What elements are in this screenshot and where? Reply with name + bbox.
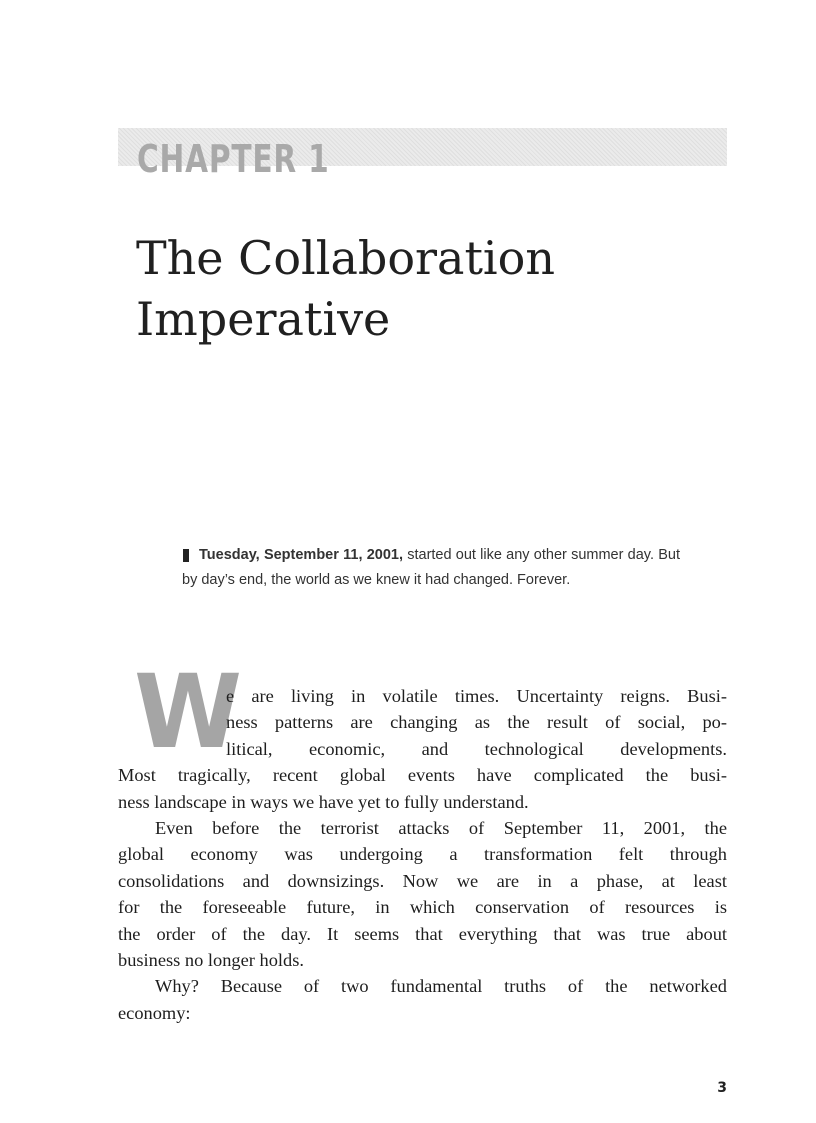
body-line: Most tragically, recent global events have complicated the busi- [118,765,727,786]
body-line: the order of the day. It seems that everything that was true about [118,923,727,944]
body-line: Even before the terrorist attacks of September 11, 2001, the [155,817,727,838]
body-line: litical, economic, and technological developments. [226,738,727,759]
body-line: for the foreseeable future, in which conservation of resources is [118,897,727,918]
chapter-title [136,228,555,350]
body-line: global economy was undergoing a transformation felt through [118,844,727,865]
page-number: 3 [717,1080,727,1096]
chapter-title-line-2: Imperative [136,292,391,346]
epigraph-lead: Tuesday, September 11, 2001, [199,547,403,563]
body-line: ness patterns are changing as the result of social, po- [226,712,727,733]
body-text [118,683,727,1026]
chapter-label: CHAPTER 1 [137,137,330,181]
body-line: economy: [118,1002,191,1023]
body-line: e are living in volatile times. Uncertainty reigns. Busi- [226,686,727,706]
epigraph-bullet-icon [183,549,189,562]
body-line: business no longer holds. [118,949,304,970]
epigraph [182,543,680,593]
epigraph-text: started out like any other summer day. But by day’s end, the world as we knew it had changed. Forever. [182,547,680,588]
drop-cap: W [134,653,243,772]
chapter-title-line-1: The Collaboration [136,231,555,285]
body-line: consolidations and downsizings. Now we are in a phase, at least [118,870,727,891]
body-line: Why? Because of two fundamental truths of the networked [155,976,727,997]
body-line: ness landscape in ways we have yet to fully understand. [118,791,529,812]
